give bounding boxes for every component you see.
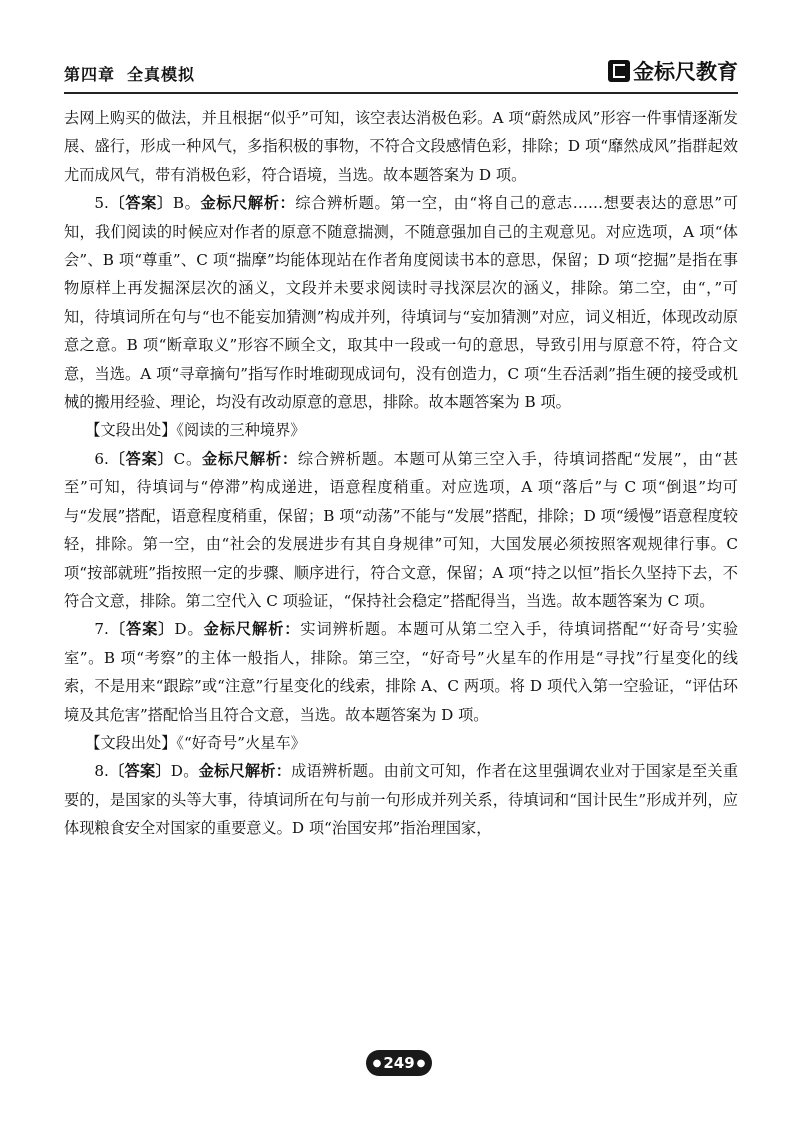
q7-paragraph [64,615,738,729]
q8-answer-label: 〔答案〕 [108,762,171,781]
bullet-right-icon: ● [416,1057,426,1069]
brand-logo-icon [608,60,630,82]
brand-logo [608,58,738,84]
q7-source: 【文段出处】《“好奇号”火星车》 [85,733,306,752]
page-number-badge [366,1050,432,1076]
q6-paragraph [64,445,738,615]
q7-answer: D。 [174,620,204,639]
q8-analysis-label: 金标尺解析： [198,762,292,781]
q5-analysis: 综合辨析题。第一空，由“将自己的意志……想要表达的意思”可知，我们阅读的时候应对作者的原意不随意揣测，不随意强加自己的主观意见。对应选项，A 项“体会”、B 项“尊重”、C 项“揣摩”均能体现站在作者角度阅读书本的意思，保留；D 项“挖掘”是指在事物原样上再发掘深层次的涵义，文段并未要求阅读时寻找深层次的涵义，排除。第二空，由“，”可知，待填词所在句与“也不能妄加猜测”构成并列，待填词与“妄加猜测”对应，词义相近，体现改动原意之意。B 项“断章取义”形容不顾全文，取其中一段或一句的意思，导致引用与原意不符，符合文意，当选。A 项“寻章摘句”指写作时堆砌现成词句，没有创造力，C 项“生吞活剥”指生硬的接受或机械的搬用经验、理论，均没有改动原意的意思，排除。故本题答案为 B 项。 [64,194,739,412]
chapter-title [64,62,195,85]
q7-analysis-label: 金标尺解析： [203,620,301,639]
q5-answer: B。 [172,194,201,213]
q5-answer-label: 〔答案〕 [108,194,173,213]
brand-name: 金标尺教育 [633,60,738,84]
q8-answer: D。 [170,762,199,781]
header-rule [64,92,738,94]
q6-number: 6. [94,449,109,468]
q5-source: 【文段出处】《阅读的三种境界》 [85,421,306,440]
q5-number: 5. [94,194,109,213]
q8-paragraph [64,757,738,842]
q6-answer-label: 〔答案〕 [108,449,174,468]
q8-number: 8. [94,762,109,781]
q6-answer: C。 [173,449,202,468]
q7-answer-label: 〔答案〕 [108,620,175,639]
q5-analysis-label: 金标尺解析： [200,194,296,213]
bullet-left-icon: ● [372,1057,382,1069]
page-content [64,104,738,843]
q5-paragraph [64,189,738,416]
section-title: 全真模拟 [127,65,196,84]
q7-number: 7. [94,620,109,639]
q7-analysis: 实词辨析题。本题可从第二空入手，待填词搭配“‘好奇号’实验室”。B 项“考察”的主体一般指人，排除。第三空，“好奇号”火星车的作用是“寻找”行星变化的线索，不是用来“跟踪”或“注意”行星变化的线索，排除 A、C 两项。将 D 项代入第一空验证，“评估环境及其危害”搭配恰当且符合文意，当选。故本题答案为 D 项。 [64,620,739,724]
chapter-number: 第四章 [64,65,116,84]
intro-paragraph: 去网上购买的做法，并且根据“似乎”可知，该空表达消极色彩。A 项“蔚然成风”形容一件事情逐渐发展、盛行，形成一种风气，多指积极的事物，不符合文段感情色彩，排除；D 项“靡然成风”指群起效尤而成风气，带有消极色彩，符合语境，当选。故本题答案为 D 项。 [64,109,738,184]
q6-analysis-label: 金标尺解析： [201,449,298,468]
page-header [64,58,738,88]
q6-analysis: 综合辨析题。本题可从第三空入手，待填词搭配“发展”，由“甚至”可知，待填词与“停滞”构成递进，语意程度稍重。对应选项，A 项“落后”与 C 项“倒退”均可与“发展”搭配，语意程度稍重，保留；B 项“动荡”不能与“发展”搭配，排除；D 项“缓慢”语意程度较轻，排除。第一空，由“社会的发展进步有其自身规律”可知，大国发展必须按照客观规律行事。C 项“按部就班”指按照一定的步骤、顺序进行，符合文意，保留；A 项“持之以恒”指长久坚持下去，不符合文意，排除。第二空代入 C 项验证，“保持社会稳定”搭配得当，当选。故本题答案为 C 项。 [64,449,739,610]
page-number: 249 [383,1054,415,1072]
q8-analysis: 成语辨析题。由前文可知，作者在这里强调农业对于国家是至关重要的，是国家的头等大事，待填词所在句与前一句形成并列关系，待填词和“国计民生”形成并列，应体现粮食安全对国家的重要意义。D 项“治国安邦”指治理国家， [64,762,739,838]
